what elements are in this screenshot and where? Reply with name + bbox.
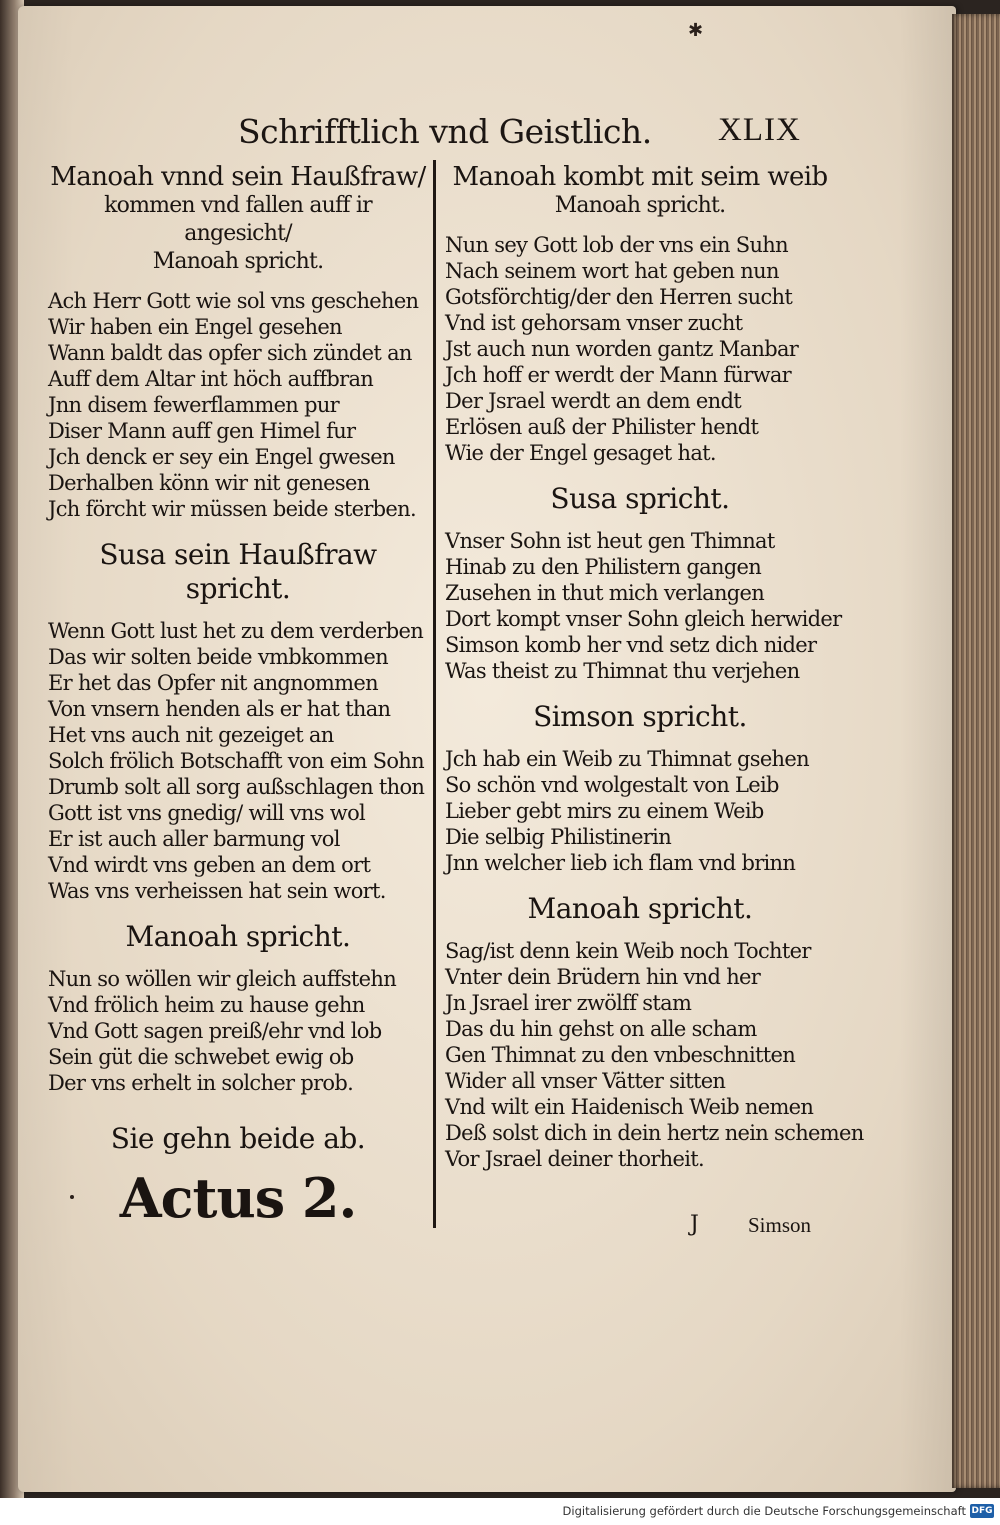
speaker-heading: Susa spricht. — [550, 482, 730, 515]
verse-line: Dort kompt vnser Sohn gleich herwider — [445, 607, 842, 631]
ink-speck — [70, 1195, 74, 1199]
verse-line: Er het das Opfer nit angnommen — [48, 671, 378, 695]
speaker-heading: Susa sein Haußfraw spricht. — [99, 538, 377, 605]
speaker-heading: Simson spricht. — [533, 700, 747, 733]
verse-line: Het vns auch nit gezeiget an — [48, 723, 334, 747]
verse-line: Simson komb her vnd setz dich nider — [445, 633, 817, 657]
verse-line: Wider all vnser Vätter sitten — [445, 1069, 726, 1093]
verse-line: Jst auch nun worden gantz Manbar — [445, 337, 799, 361]
verse-line: Von vnsern henden als er hat than — [48, 697, 391, 721]
verse-line: Gen Thimnat zu den vnbeschnitten — [445, 1043, 796, 1067]
verse-line: Was theist zu Thimnat thu verjehen — [445, 659, 800, 683]
verse-line: Sag/ist denn kein Weib noch Tochter — [445, 939, 811, 963]
verse-line: Vnd wirdt vns geben an dem ort — [48, 853, 371, 877]
verse-line: Der vns erhelt in solcher prob. — [48, 1071, 354, 1095]
scene-speaker: Manoah spricht. — [152, 249, 324, 274]
verse-line: Jnn disem fewerflammen pur — [48, 393, 340, 417]
verse-line: Vnd Gott sagen preiß/ehr vnd lob — [48, 1019, 382, 1043]
verse-line: Jn Jsrael irer zwölff stam — [445, 991, 692, 1015]
scene-heading: Manoah kombt mit seim weib — [452, 162, 828, 192]
verse-block-2 — [445, 528, 842, 684]
verse-line: Erlösen auß der Philister hendt — [445, 415, 759, 439]
verse-line: Was vns verheissen hat sein wort. — [48, 879, 386, 903]
verse-line: Jch förcht wir müssen beide sterben. — [48, 497, 416, 521]
column-rule — [433, 160, 436, 1228]
verse-line: Nach seinem wort hat geben nun — [445, 259, 779, 283]
ornament-mark: ✱ — [688, 20, 704, 41]
verse-line: Vor Jsrael deiner thorheit. — [445, 1147, 704, 1171]
verse-line: Nun so wöllen wir gleich auffstehn — [48, 967, 397, 991]
verse-line: Drumb solt all sorg außschlagen thon — [48, 775, 425, 799]
verse-line: Jch hoff er werdt der Mann fürwar — [445, 363, 792, 387]
verse-block-3 — [445, 746, 835, 876]
verse-line: Die selbig Philistinerin — [445, 825, 672, 849]
verse-line: Derhalben könn wir nit genesen — [48, 471, 370, 495]
verse-line: Vnd wilt ein Haidenisch Weib nemen — [445, 1095, 814, 1119]
verse-line: Vnter dein Brüdern hin vnd her — [445, 965, 761, 989]
verse-block-1 — [48, 288, 428, 522]
verse-block-2 — [48, 618, 428, 904]
verse-line: Diser Mann auff gen Himel fur — [48, 419, 356, 443]
running-title: Schrifftlich vnd Geistlich. — [238, 112, 652, 151]
verse-line: Wenn Gott lust het zu dem verderben — [48, 619, 424, 643]
verse-line: Das du hin gehst on alle scham — [445, 1017, 757, 1041]
scene-heading-line-2: kommen vnd fallen auff ir angesicht/ — [104, 193, 372, 246]
left-column — [48, 162, 428, 1230]
verse-line: Wie der Engel gesaget hat. — [445, 441, 716, 465]
verse-line: Vnd ist gehorsam vnser zucht — [445, 311, 743, 335]
verse-line: Der Jsrael werdt an dem endt — [445, 389, 741, 413]
verse-line: Jch denck er sey ein Engel gwesen — [48, 445, 395, 469]
scene-speaker: Manoah spricht. — [554, 193, 726, 218]
verse-line: Das wir solten beide vmbkommen — [48, 645, 388, 669]
verse-line: Hinab zu den Philistern gangen — [445, 555, 762, 579]
verse-line: Gotsförchtig/der den Herren sucht — [445, 285, 793, 309]
act-heading: Actus 2. — [119, 1166, 357, 1230]
verse-line: Vnd frölich heim zu hause gehn — [48, 993, 365, 1017]
right-column — [445, 162, 864, 1172]
verse-line: Wir haben ein Engel gesehen — [48, 315, 342, 339]
verse-block-3 — [48, 966, 428, 1096]
verse-line: Auff dem Altar int höch auffbran — [48, 367, 374, 391]
dfg-logo: DFG — [971, 1506, 993, 1516]
verse-line: Gott ist vns gnedig/ will vns wol — [48, 801, 366, 825]
funding-credit: Digitalisierung gefördert durch die Deutsche Forschungsgemeinschaft — [562, 1504, 966, 1518]
verse-block-4 — [445, 938, 864, 1172]
verse-line: Ach Herr Gott wie sol vns geschehen — [48, 289, 419, 313]
verse-line: Lieber gebt mirs zu einem Weib — [445, 799, 764, 823]
verse-line: Sein güt die schwebet ewig ob — [48, 1045, 354, 1069]
verse-line: Zusehen in thut mich verlangen — [445, 581, 765, 605]
speaker-heading: Manoah spricht. — [125, 920, 351, 953]
verse-line: Jch hab ein Weib zu Thimnat gsehen — [445, 747, 809, 771]
footer-bar — [0, 1500, 1000, 1525]
verse-line: Wann baldt das opfer sich zündet an — [48, 341, 412, 365]
catchword: Simson — [748, 1213, 812, 1237]
scene-heading-line-1: Manoah vnnd sein Haußfraw/ — [50, 162, 426, 192]
folio-number: XLIX — [718, 112, 801, 148]
verse-line: Er ist auch aller barmung vol — [48, 827, 340, 851]
verse-line: Deß solst dich in dein hertz nein schemen — [445, 1121, 864, 1145]
verse-line: Vnser Sohn ist heut gen Thimnat — [445, 529, 775, 553]
stage-direction: Sie gehn beide ab. — [110, 1122, 366, 1155]
verse-line: Nun sey Gott lob der vns ein Suhn — [445, 233, 788, 257]
verse-block-1 — [445, 232, 835, 466]
speaker-heading: Manoah spricht. — [527, 892, 753, 925]
signature-mark: J — [690, 1212, 699, 1237]
verse-line: Solch frölich Botschafft von eim Sohn — [48, 749, 424, 773]
book-fore-edge — [952, 14, 1000, 1488]
verse-line: Jnn welcher lieb ich flam vnd brinn — [445, 851, 796, 875]
verse-line: So schön vnd wolgestalt von Leib — [445, 773, 779, 797]
